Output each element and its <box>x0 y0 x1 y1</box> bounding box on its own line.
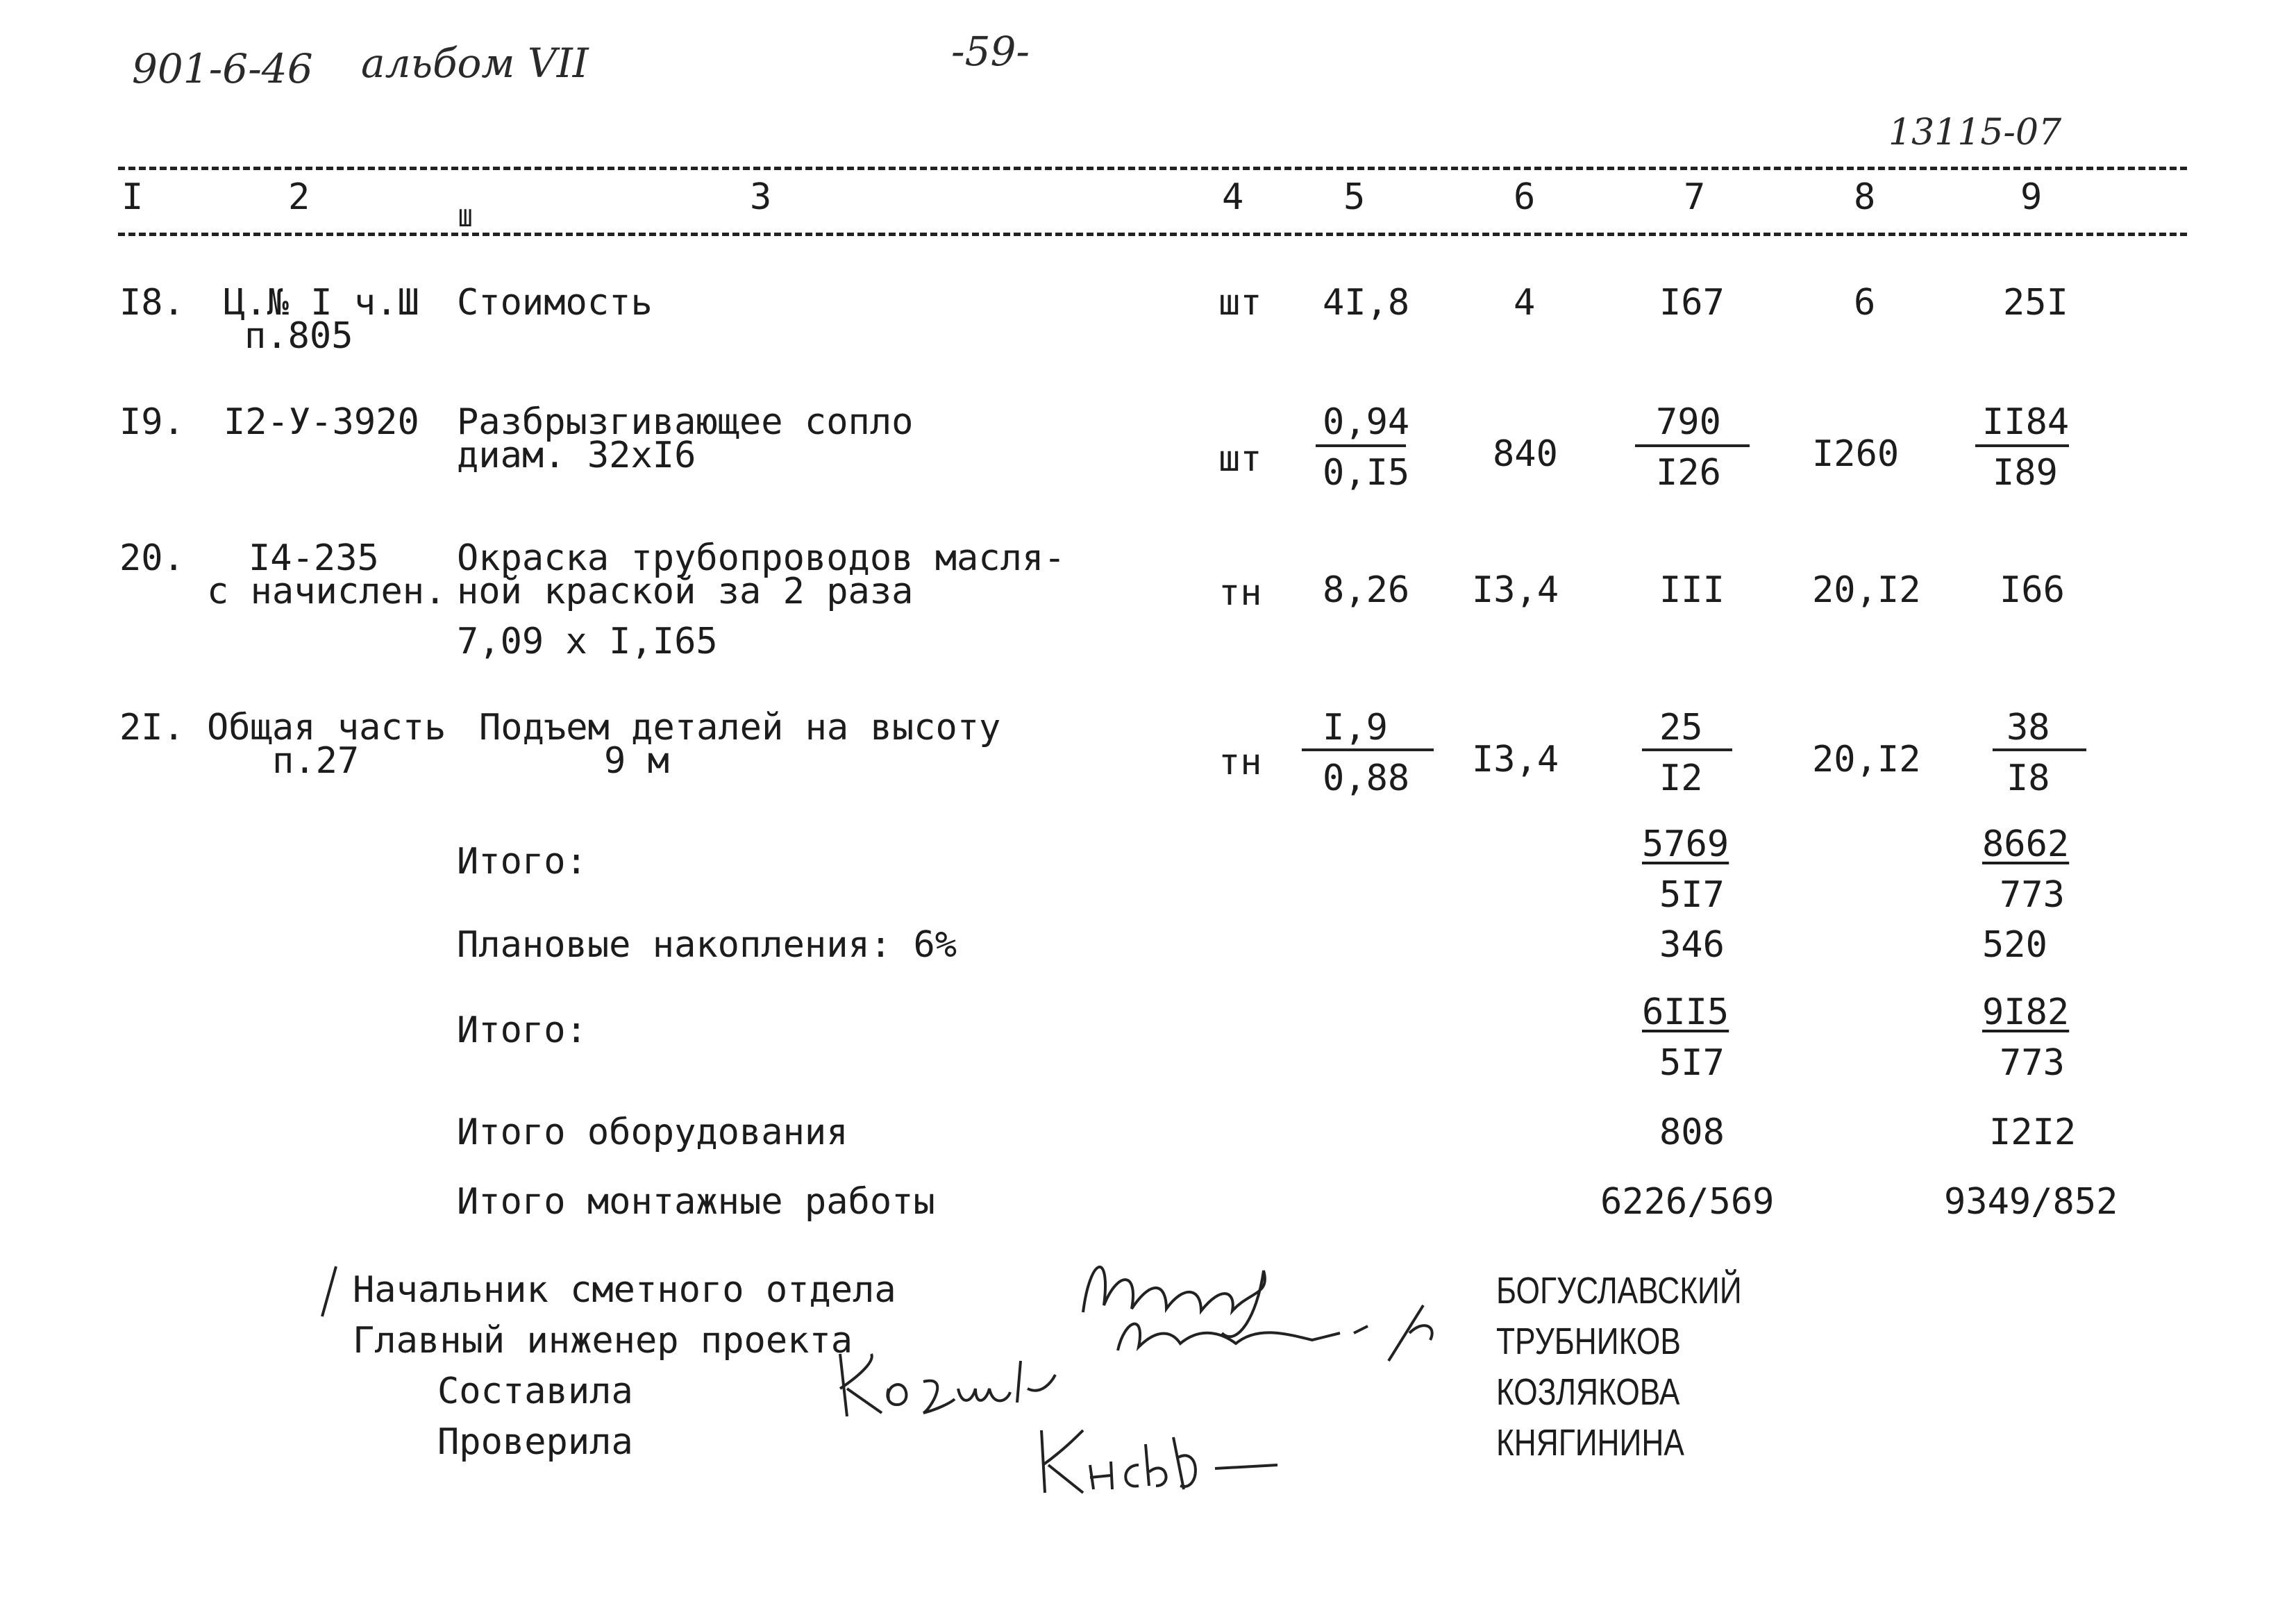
handwritten-signature <box>1062 1229 1451 1361</box>
row-col8: I260 <box>1812 433 1900 475</box>
col-header-6: 6 <box>1514 176 1536 218</box>
row-code: I4-235 <box>249 537 379 579</box>
total-col7-denominator: 5I7 <box>1659 1042 1725 1084</box>
row-unit: тн <box>1218 742 1262 783</box>
planned-savings-col9: 520 <box>1982 924 2047 966</box>
row-col7-denominator: I26 <box>1656 452 1721 494</box>
row-col9-denominator: I89 <box>1993 452 2058 494</box>
total-col9-denominator: 773 <box>2000 1042 2065 1084</box>
row-unit: шт <box>1218 438 1262 480</box>
row-code-line2: п.27 <box>272 740 360 782</box>
fraction-line <box>1302 748 1434 751</box>
row-col7-denominator: I2 <box>1659 757 1703 799</box>
row-description: Окраска трубопроводов масля- <box>457 537 1066 579</box>
row-col5-numerator: I,9 <box>1323 707 1388 748</box>
col-header-3-sub: Ш <box>458 205 473 233</box>
page-number: -59- <box>951 28 1030 75</box>
fraction-line <box>1642 748 1732 751</box>
row-col8: 20,I2 <box>1812 739 1921 780</box>
total-label: Итого: <box>457 1010 587 1051</box>
row-col7-numerator: 790 <box>1656 401 1721 443</box>
row-unit: тн <box>1218 572 1262 614</box>
header-bottom-rule <box>118 233 2187 236</box>
total-col7-numerator: 6II5 <box>1642 991 1729 1033</box>
total-col7-numerator: 5769 <box>1642 823 1729 865</box>
col-header-1: I <box>121 176 144 218</box>
signature-role: Проверила <box>437 1421 633 1463</box>
signature-name: БОГУСЛАВСКИЙ <box>1496 1270 1742 1312</box>
row-description-line2: 9 м <box>604 740 669 782</box>
row-code-line2: с начислен. <box>207 571 446 612</box>
row-col9: 25I <box>2003 282 2068 324</box>
col-header-8: 8 <box>1854 176 1876 218</box>
row-col7-numerator: 25 <box>1659 707 1703 748</box>
document-number: 13115-07 <box>1888 112 2062 153</box>
total-col9-numerator: 9I82 <box>1982 991 2070 1033</box>
row-col8: 20,I2 <box>1812 569 1921 611</box>
row-col8: 6 <box>1854 282 1876 324</box>
row-col7: III <box>1659 569 1725 611</box>
row-description: Разбрызгивающее сопло <box>457 401 914 443</box>
installation-total-col7: 6226/569 <box>1600 1181 1775 1223</box>
col-header-5: 5 <box>1343 176 1366 218</box>
row-description-line2: ной краской за 2 раза <box>457 571 914 612</box>
header-top-rule <box>118 167 2187 170</box>
row-col6: I3,4 <box>1472 569 1559 611</box>
col-header-9: 9 <box>2020 176 2043 218</box>
row-col6: 4 <box>1514 282 1536 324</box>
fraction-line <box>1635 444 1750 447</box>
signature-name: КОЗЛЯКОВА <box>1496 1371 1680 1413</box>
row-col6: I3,4 <box>1472 739 1559 780</box>
planned-savings-label: Плановые накопления: 6% <box>457 924 957 966</box>
signature-role: Начальник сметного отдела <box>353 1269 896 1311</box>
row-number: 2I. <box>119 707 185 748</box>
row-col9: I66 <box>2000 569 2065 611</box>
equipment-total-col7: 808 <box>1659 1112 1725 1153</box>
equipment-total-col9: I2I2 <box>1989 1112 2077 1153</box>
row-code-line2: п.805 <box>244 315 353 357</box>
row-col9-numerator: 38 <box>2006 707 2050 748</box>
row-code: I2-У-3920 <box>224 401 419 443</box>
total-col9-denominator: 773 <box>2000 874 2065 916</box>
fraction-line <box>1993 748 2086 751</box>
total-col7-denominator: 5I7 <box>1659 874 1725 916</box>
row-col5-denominator: 0,88 <box>1323 757 1410 799</box>
handwritten-signature <box>1034 1416 1284 1500</box>
row-col5-denominator: 0,I5 <box>1323 452 1410 494</box>
row-code: Ц.№ I ч.Ш <box>224 282 419 324</box>
equipment-total-label: Итого оборудования <box>457 1112 848 1153</box>
row-description-line3: 7,09 х I,I65 <box>457 621 718 662</box>
row-description-line2: диам. 32хI6 <box>457 435 696 476</box>
signature-role: Главный инженер проекта <box>353 1320 853 1362</box>
row-unit: шт <box>1218 282 1262 324</box>
album-code: 901-6-46 <box>132 45 313 92</box>
signature-name: ТРУБНИКОВ <box>1496 1321 1681 1362</box>
row-col5: 4I,8 <box>1323 282 1410 324</box>
col-header-2: 2 <box>288 176 310 218</box>
total-label: Итого: <box>457 841 587 882</box>
col-header-4: 4 <box>1222 176 1244 218</box>
fraction-line <box>1316 444 1406 447</box>
installation-total-label: Итого монтажные работы <box>457 1181 935 1223</box>
total-col9-numerator: 8662 <box>1982 823 2070 865</box>
signature-name: КНЯГИНИНА <box>1496 1422 1684 1464</box>
row-number: 20. <box>119 537 185 579</box>
col-header-7: 7 <box>1684 176 1706 218</box>
row-number: I9. <box>119 401 185 443</box>
installation-total-col9: 9349/852 <box>1944 1181 2118 1223</box>
signature-mark <box>319 1264 340 1319</box>
row-col5-numerator: 0,94 <box>1323 401 1410 443</box>
row-col6: 840 <box>1493 433 1558 475</box>
album-label: альбом VII <box>361 40 589 87</box>
row-col9-denominator: I8 <box>2006 757 2050 799</box>
handwritten-signature <box>833 1333 1062 1423</box>
fraction-line <box>1975 444 2069 447</box>
row-number: I8. <box>119 282 185 324</box>
row-description: Подъем деталей на высоту <box>479 707 1001 748</box>
row-code: Общая часть <box>207 707 446 748</box>
row-description: Стоимость <box>457 282 653 324</box>
signature-role: Составила <box>437 1371 633 1412</box>
col-header-3: 3 <box>750 176 772 218</box>
row-col9-numerator: II84 <box>1982 401 2070 443</box>
row-col7: I67 <box>1659 282 1725 324</box>
planned-savings-col7: 346 <box>1659 924 1725 966</box>
row-col5: 8,26 <box>1323 569 1410 611</box>
